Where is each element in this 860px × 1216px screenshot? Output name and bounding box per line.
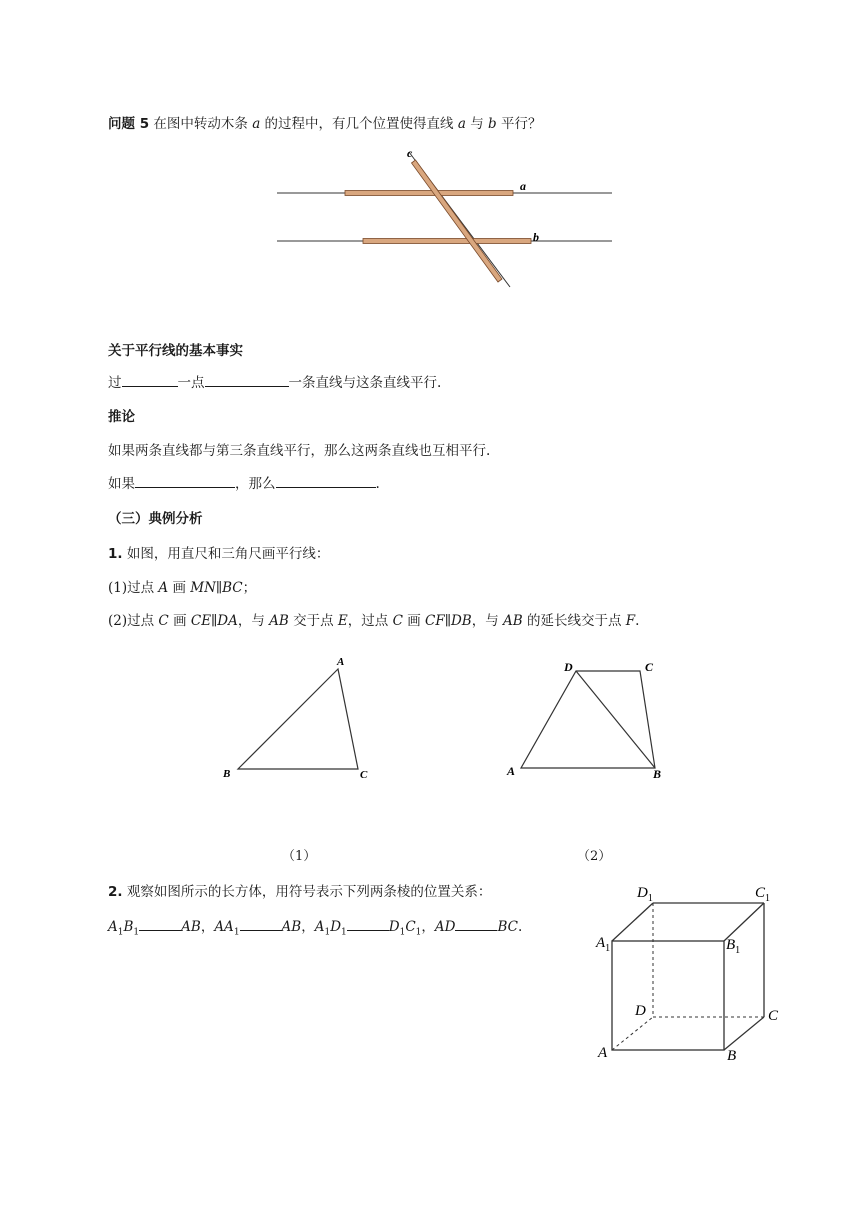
var-b: b: [488, 116, 497, 132]
edge-label: C: [405, 919, 416, 935]
text: (2)过点: [108, 613, 155, 629]
edge-label: D: [388, 919, 400, 935]
example-2-relations: [108, 915, 522, 938]
point-label: C: [158, 613, 169, 629]
vertex-a1: $A_1$: [596, 935, 611, 954]
blank[interactable]: [135, 475, 235, 488]
diagonal-db: [576, 671, 655, 768]
blank[interactable]: [139, 918, 181, 931]
edge-label: A: [108, 919, 118, 935]
separator: ，: [301, 919, 315, 935]
vertex-c: C: [360, 769, 368, 781]
parallel-sticks-figure: [270, 145, 620, 295]
point-label: F: [625, 613, 636, 629]
separator: ，: [421, 919, 435, 935]
point-label: E: [337, 613, 348, 629]
question-5: [108, 112, 541, 132]
hidden-edge-ad: [612, 1017, 653, 1050]
separator: .: [518, 919, 523, 935]
example-2: [108, 880, 491, 900]
example-1: [108, 542, 329, 562]
blank[interactable]: [276, 475, 376, 488]
text: 交于点: [293, 613, 334, 629]
text: 的延长线交于点: [526, 613, 622, 629]
triangle-figure: [215, 650, 385, 785]
expression: CF∥DB: [425, 613, 472, 629]
text: (1)过点: [108, 580, 155, 596]
example-1-item-1: [108, 576, 256, 596]
edge-label: B: [123, 919, 134, 935]
blank[interactable]: [122, 374, 178, 387]
corollary-fill: [108, 472, 380, 492]
edge-label: A: [314, 919, 325, 935]
vertex-a: A: [507, 764, 516, 778]
label-b: b: [533, 230, 539, 244]
edge-label: D: [330, 919, 342, 935]
subscript: 1: [233, 927, 240, 938]
edge-b1c1: [724, 903, 764, 941]
example-1-item-2: [108, 609, 639, 629]
blank[interactable]: [347, 918, 389, 931]
question-label: 问题 5: [108, 116, 150, 132]
text: 画: [173, 613, 187, 629]
edge-label: AA: [214, 919, 234, 935]
example-number: 1.: [108, 546, 123, 562]
section-title: （三）典例分析: [108, 511, 203, 527]
fact-statement: [108, 371, 441, 391]
stick-a: [345, 191, 513, 196]
fill-text: ，那么: [235, 476, 276, 492]
stick-c: [412, 160, 503, 282]
subscript: 1: [133, 927, 140, 938]
fact-title: 关于平行线的基本事实: [108, 343, 243, 359]
label-a: a: [520, 179, 526, 193]
edge-bc: [724, 1017, 764, 1050]
point-label: C: [392, 613, 403, 629]
var-a: a: [252, 116, 261, 132]
blank[interactable]: [455, 918, 497, 931]
segment-label: AB: [269, 613, 289, 629]
subscript: 1: [399, 927, 406, 938]
corollary-text: 如果两条直线都与第三条直线平行，那么这两条直线也互相平行.: [108, 443, 491, 459]
subscript: 1: [415, 927, 422, 938]
fact-text: 过: [108, 375, 122, 391]
corollary-title: 推论: [108, 409, 135, 425]
expression: MN∥BC: [190, 580, 243, 596]
vertex-c1: $C_1$: [755, 885, 771, 904]
var-a: a: [457, 116, 466, 132]
fill-text: .: [375, 476, 380, 492]
fact-text: 一点: [177, 375, 205, 391]
example-text: 观察如图所示的长方体，用符号表示下列两条棱的位置关系：: [126, 884, 492, 900]
label-c: c: [407, 146, 413, 160]
text: ，与: [471, 613, 499, 629]
edge-label: AB: [181, 919, 201, 935]
text: 画: [172, 580, 186, 596]
question-text: 的过程中，有几个位置使得直线: [264, 116, 454, 132]
question-text: 与: [470, 116, 484, 132]
subscript: 1: [341, 927, 347, 938]
edge-a1d1: [612, 903, 653, 941]
stick-b: [363, 239, 531, 244]
vertex-d: D: [635, 1003, 646, 1019]
vertex-d: D: [564, 660, 573, 674]
vertex-b: B: [223, 768, 231, 780]
edge-label: BC: [497, 919, 518, 935]
fill-text: 如果: [108, 476, 135, 492]
question-text: 在图中转动木条: [153, 116, 248, 132]
point-label: A: [158, 580, 169, 596]
vertex-b1: $B_1$: [726, 937, 741, 956]
blank[interactable]: [205, 374, 289, 387]
vertex-b: B: [653, 767, 662, 781]
text: ，与: [237, 613, 265, 629]
cuboid-figure: [590, 875, 790, 1070]
text: ；: [242, 580, 257, 596]
text: ，过点: [347, 613, 389, 629]
vertex-a: A: [337, 656, 345, 668]
front-face: [612, 941, 724, 1050]
text: 画: [407, 613, 421, 629]
fact-text: 一条直线与这条直线平行.: [288, 375, 442, 391]
vertex-b: B: [727, 1048, 737, 1064]
question-text: 平行？: [500, 116, 542, 132]
example-text: 如图，用直尺和三角尺画平行线：: [126, 546, 330, 562]
subscript: 1: [324, 927, 331, 938]
blank[interactable]: [240, 918, 282, 931]
edge-label: AB: [281, 919, 302, 935]
expression: CE∥DA: [190, 613, 238, 629]
caption-2: （2）: [577, 849, 612, 864]
example-number: 2.: [108, 884, 123, 900]
vertex-a: A: [598, 1045, 608, 1061]
vertex-c: C: [768, 1008, 779, 1024]
edge-label: AD: [434, 919, 456, 935]
subscript: 1: [117, 927, 124, 938]
vertex-d1: $D_1$: [637, 885, 653, 904]
caption-1: （1）: [282, 849, 317, 864]
segment-label: AB: [503, 613, 523, 629]
vertex-c: C: [645, 660, 654, 674]
separator: ，: [200, 919, 215, 935]
text: .: [635, 613, 640, 629]
triangle-abc: [238, 669, 358, 769]
quadrilateral-figure: [500, 650, 680, 785]
